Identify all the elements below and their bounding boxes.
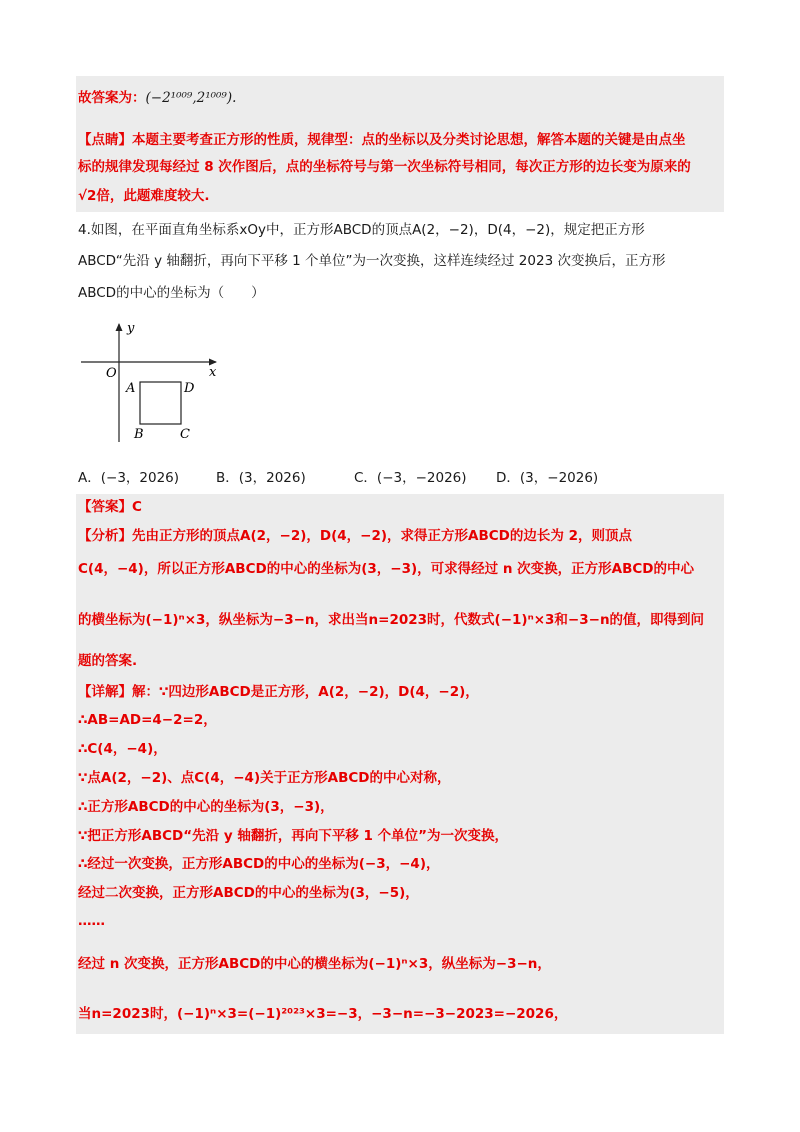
answer-line [78,88,236,108]
label-x: x [209,365,217,380]
analysis-line-1: 【分析】先由正方形的顶点A(2，−2)，D(4，−2)，求得正方形ABCD的边长为 2，则顶点 [78,528,632,544]
question-line-3: ABCD的中心的坐标为（ ） [78,285,265,301]
detail-line-6: ∵把正方形ABCD“先沿 y 轴翻折，再向下平移 1 个单位”为一次变换， [78,828,508,844]
label-b: B [134,427,144,442]
question-line-1: 4.如图，在平面直角坐标系xOy中，正方形ABCD的顶点A(2，−2)，D(4，−2)，规定把正方形 [78,222,645,238]
option-a[interactable]: A．(−3，2026) [78,470,180,486]
detail-line-5: ∴正方形ABCD的中心的坐标为(3，−3)， [78,799,334,815]
option-d[interactable]: D．(3，−2026) [496,470,599,486]
detail-line-11: 当n=2023时，(−1)ⁿ×3=(−1)²⁰²³×3=−3，−3−n=−3−2023=−2026， [78,1006,568,1022]
detail-line-2: ∴AB=AD=4−2=2， [78,712,217,728]
option-b[interactable]: B．(3，2026) [216,470,306,486]
label-y: y [127,321,135,336]
label-a: A [126,381,136,396]
comment-line-3: √2倍，此题难度较大. [78,188,210,204]
y-axis-arrow [116,323,123,331]
comment-line-2: 标的规律发现每经过 8 次作图后，点的坐标符号与第一次坐标符号相同，每次正方形的边长变为原来的 [78,159,691,175]
label-o: O [106,366,117,381]
label-d: D [184,381,195,396]
detail-line-10: 经过 n 次变换，正方形ABCD的中心的横坐标为(−1)ⁿ×3，纵坐标为−3−n， [78,956,551,972]
comment-line-1: 【点睛】本题主要考查正方形的性质，规律型：点的坐标以及分类讨论思想，解答本题的关键是由点坐 [78,132,686,148]
detail-line-8: 经过二次变换，正方形ABCD的中心的坐标为(3，−5)， [78,885,419,901]
solution-answer: 【答案】C [78,499,142,515]
detail-line-9: …… [78,913,105,929]
detail-line-4: ∵点A(2，−2)、点C(4，−4)关于正方形ABCD的中心对称， [78,770,451,786]
square-abcd [140,382,181,424]
question-line-2: ABCD“先沿 y 轴翻折，再向下平移 1 个单位”为一次变换，这样连续经过 2023 次变换后，正方形 [78,253,666,269]
coordinate-figure [76,318,226,448]
option-c[interactable]: C．(−3，−2026) [354,470,467,486]
analysis-line-4: 题的答案. [78,653,138,669]
detail-line-1: 【详解】解：∵四边形ABCD是正方形，A(2，−2)，D(4，−2)， [78,684,479,700]
analysis-line-2: C(4，−4)，所以正方形ABCD的中心的坐标为(3，−3)，可求得经过 n 次变换，正方形ABCD的中心 [78,561,694,577]
label-c: C [180,427,190,442]
detail-line-3: ∴C(4，−4)， [78,741,167,757]
answer-prefix: 故答案为： [78,90,146,106]
detail-line-7: ∴经过一次变换，正方形ABCD的中心的坐标为(−3，−4)， [78,856,440,872]
analysis-line-3: 的横坐标为(−1)ⁿ×3，纵坐标为−3−n，求出当n=2023时，代数式(−1)ⁿ×3和−3−n的值，即得到问 [78,612,705,628]
answer-value: (−2¹⁰⁰⁹,2¹⁰⁰⁹). [145,90,237,106]
